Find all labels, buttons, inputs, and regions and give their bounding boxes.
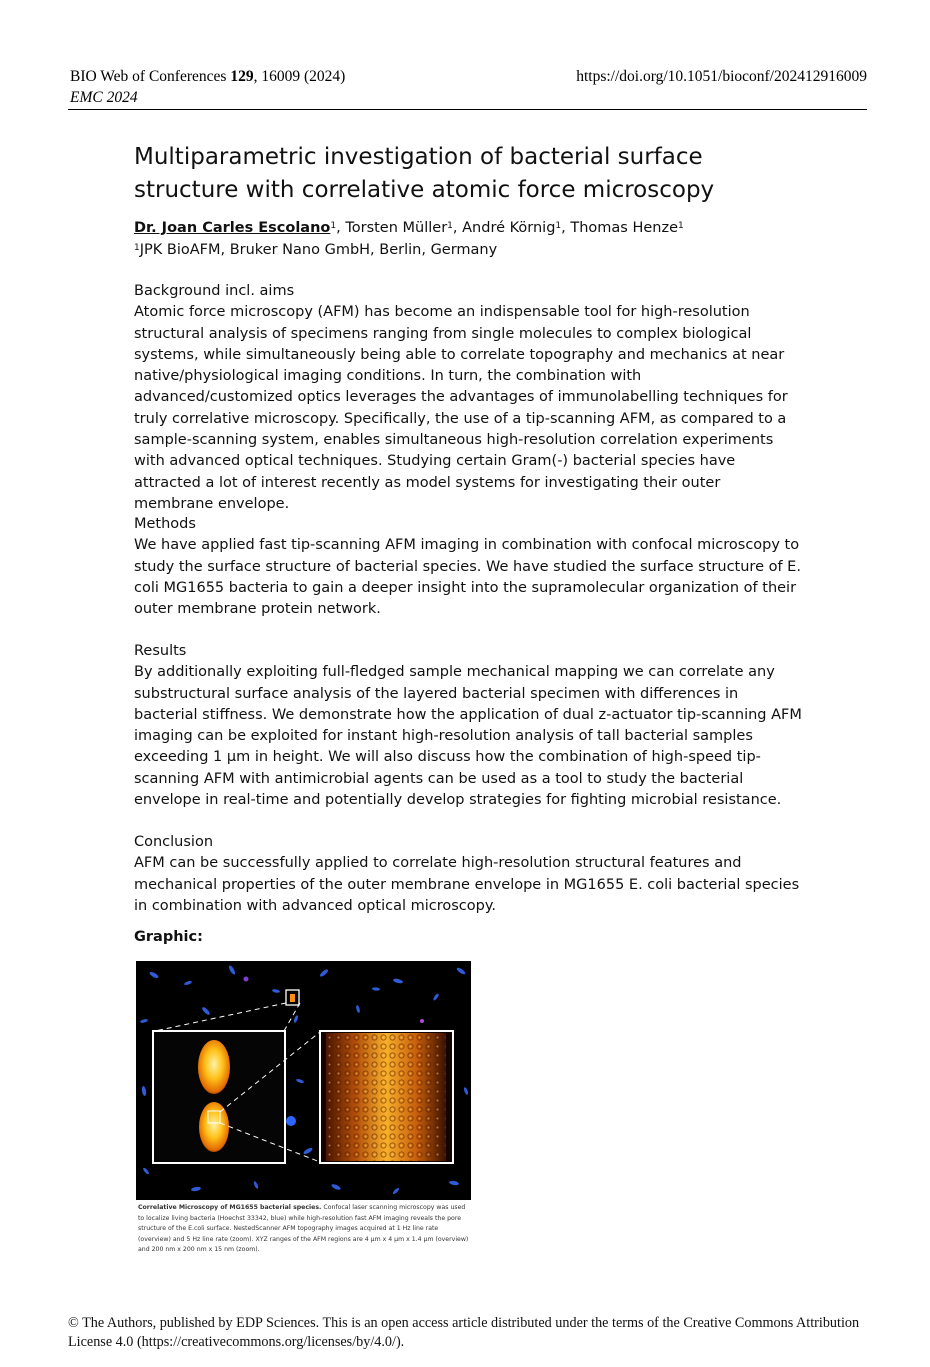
author-2-affil-mark: 1 <box>447 221 453 231</box>
author-4-affil-mark: 1 <box>678 221 684 231</box>
license-footer: © The Authors, published by EDP Sciences. This is an open access article distributed under the terms of the Creative Commons Attribution License 4.0 (https://creativecommons.org/licenses/by/4.0/). <box>68 1315 860 1350</box>
section-heading-results: Results <box>134 643 187 659</box>
author-4: Thomas Henze <box>570 220 678 236</box>
section-heading-conclusion: Conclusion <box>134 834 214 850</box>
section-body-results: By additionally exploiting full-fledged sample mechanical mapping we can correlate any substructural surface analysis of the layered bacterial specimen with differences in bacterial stiffness. We demonstrate how the application of dual z-actuator tip-scanning AFM imaging can be exploited for instant high-resolution analysis of tall bacterial samples exceeding 1 µm in height. We will also discuss how the combination of high-speed tip-scanning AFM with antimicrobial agents can be used as a tool to study the bacterial envelope in real-time and potentially develop strategies for fighting microbial resistance. <box>134 664 802 809</box>
bacterium-upper <box>198 1040 230 1094</box>
zoom-frame <box>320 1031 453 1163</box>
affiliation <box>134 240 497 260</box>
figure-caption-bold: Correlative Microscopy of MG1655 bacterial species. <box>138 1204 322 1211</box>
section-body-methods: We have applied fast tip-scanning AFM imaging in combination with confocal microscopy to study the surface structure of bacterial species. We have studied the surface structure of E. coli MG1655 bacteria to gain a deeper insight into the supramolecular organization of their outer membrane protein network. <box>134 537 801 618</box>
running-header-left <box>70 66 345 108</box>
section-conclusion <box>134 832 802 917</box>
section-body-background: Atomic force microscopy (AFM) has become an indispensable tool for high-resolution structural analysis of specimens ranging from single molecules to complex biological systems, while simultaneously being able to correlate topography and mechanics at near native/physiological imaging conditions. In turn, the combination with advanced/customized optics leverages the advantages of immunolabelling techniques for truly correlative microscopy. Specifically, the use of a tip-scanning AFM, as compared to a sample-scanning system, enables simultaneous high-resolution correlation experiments with advanced optical techniques. Studying certain Gram(-) bacterial species have attracted a lot of interest recently as model systems for investigating their outer membrane envelope. <box>134 304 788 512</box>
figure-caption-text: Confocal laser scanning microscopy was used to localize living bacteria (Hoechst 33342, blue) while high-resolution fast AFM imaging reveals the pore structure of the E.coli surface. NestedScanner AFM topography images acquired at 1 Hz line rate (overview) and 5 Hz line rate (zoom). XYZ ranges of the AFM regions are 4 µm x 4 µm x 1.4 µm (overview) and 200 nm x 200 nm x 15 nm (zoom). <box>138 1204 469 1253</box>
section-background <box>134 281 802 515</box>
section-heading-background: Background incl. aims <box>134 283 295 299</box>
paper-title: Multiparametric investigation of bacterial surface structure with correlative atomic force microscopy <box>134 144 715 203</box>
figure-image <box>136 961 471 1200</box>
author-first-affil-mark: 1 <box>330 221 337 231</box>
journal-citation <box>70 66 345 87</box>
author-first: Dr. Joan Carles Escolano <box>134 220 331 236</box>
figure-caption <box>138 1203 472 1256</box>
affiliation-text: JPK BioAFM, Bruker Nano GmbH, Berlin, Germany <box>139 242 498 258</box>
author-2: Torsten Müller <box>345 220 448 236</box>
bacterium-lower <box>199 1102 229 1152</box>
article-number-year: , 16009 (2024) <box>253 68 346 85</box>
section-results <box>134 641 802 811</box>
graphic-label: Graphic: <box>134 929 203 945</box>
author-3: André Körnig <box>462 220 556 236</box>
section-methods <box>134 514 802 620</box>
author-list: Dr. Joan Carles Escolano$^1$, Torsten Müller$^1$, André Körnig$^1$, Thomas Henze$^1$ <box>134 220 684 236</box>
doi-link[interactable]: https://doi.org/10.1051/bioconf/202412916009 <box>576 68 867 85</box>
conference-short-name: EMC 2024 <box>70 89 138 106</box>
section-body-conclusion: AFM can be successfully applied to correlate high-resolution structural features and mechanical properties of the outer membrane envelope in MG1655 E. coli bacterial species in combination with advanced optical microscopy. <box>134 855 800 914</box>
journal-volume: 129 <box>230 68 254 85</box>
affiliation-mark: 1 <box>134 243 140 253</box>
header-divider <box>68 109 867 110</box>
author-3-affil-mark: 1 <box>555 221 562 231</box>
correlative-microscopy-figure <box>136 961 471 1200</box>
journal-name: BIO Web of Conferences <box>70 68 227 85</box>
section-heading-methods: Methods <box>134 516 196 532</box>
overview-frame <box>153 1031 285 1163</box>
